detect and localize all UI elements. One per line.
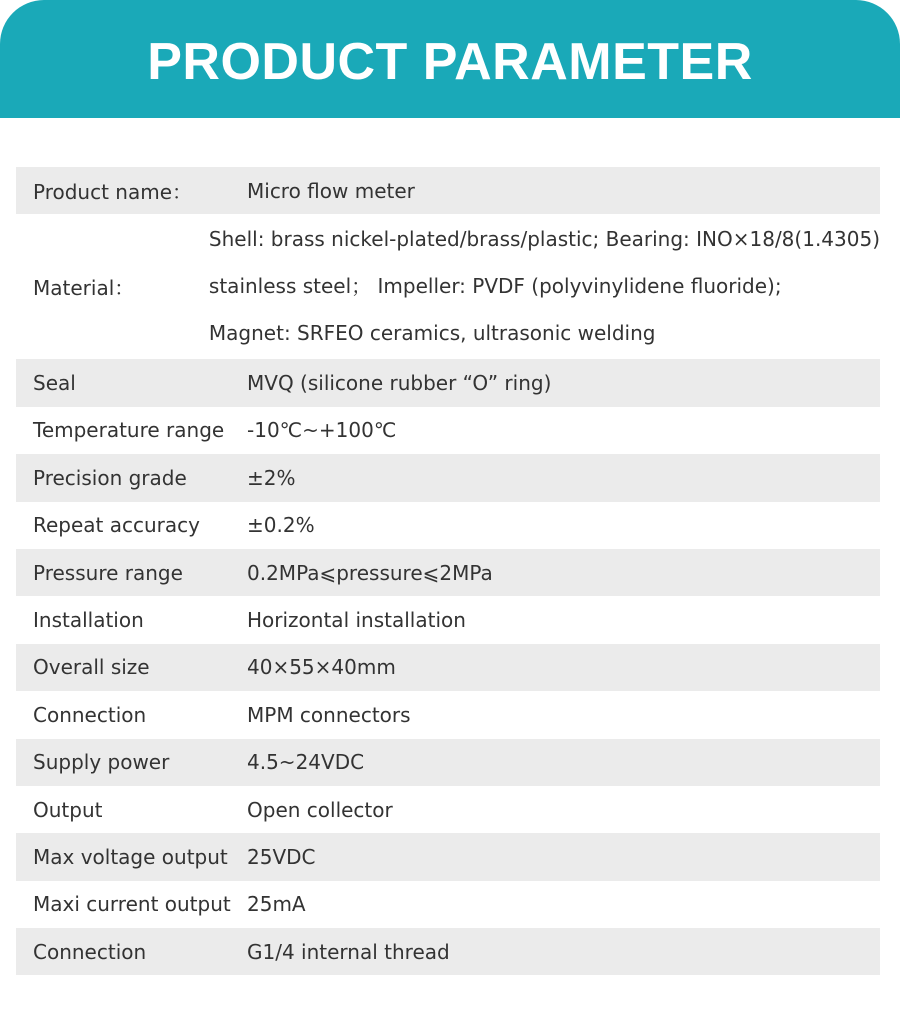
table-row <box>16 454 880 501</box>
row-label: Output <box>33 797 103 822</box>
table-row <box>16 167 880 214</box>
row-value: 40×55×40mm <box>247 655 396 680</box>
row-value: MVQ (silicone rubber “O” ring) <box>247 371 552 396</box>
header-banner <box>0 0 900 118</box>
table-row <box>16 833 880 880</box>
table-row <box>16 928 880 975</box>
row-label: Connection <box>33 702 147 727</box>
row-value: Open collector <box>247 797 393 822</box>
row-value: MPM connectors <box>247 702 411 727</box>
table-row <box>16 596 880 643</box>
table-row <box>16 407 880 454</box>
page-title: PRODUCT PARAMETER <box>147 33 753 91</box>
row-value: G1/4 internal thread <box>247 939 450 964</box>
table-row <box>16 359 880 406</box>
row-value: 25VDC <box>247 844 316 869</box>
row-label: Maxi current output <box>33 892 231 917</box>
row-label: Seal <box>33 371 76 396</box>
row-label: Installation <box>33 608 144 633</box>
row-label: Pressure range <box>33 560 183 585</box>
row-label: Overall size <box>33 655 150 680</box>
row-value: Micro flow meter <box>247 178 415 203</box>
row-label: Supply power <box>33 750 170 775</box>
value-line: Magnet: SRFEO ceramics, ultrasonic welding <box>208 321 656 346</box>
table-row <box>16 881 880 928</box>
row-label: Temperature range <box>33 418 225 443</box>
value-line: stainless steel； Impeller: PVDF (polyvinylidene fluoride); <box>208 274 782 299</box>
row-value: 0.2MPa⩽pressure⩽2MPa <box>247 560 493 585</box>
row-value: 25mA <box>247 892 306 917</box>
row-label: Max voltage output <box>33 844 228 869</box>
table-row <box>16 739 880 786</box>
parameter-table <box>16 167 880 975</box>
value-line: Shell: brass nickel-plated/brass/plastic; Bearing: INO×18/8(1.4305) <box>208 227 880 252</box>
row-value <box>209 216 880 357</box>
row-label: Material： <box>33 276 135 301</box>
row-label: Precision grade <box>33 465 187 490</box>
row-label: Product name： <box>33 180 193 205</box>
table-row <box>16 214 880 359</box>
row-label: Connection <box>33 939 147 964</box>
row-value: Horizontal installation <box>247 608 466 633</box>
table-row <box>16 502 880 549</box>
row-value: 4.5~24VDC <box>247 750 365 775</box>
table-row <box>16 691 880 738</box>
table-row <box>16 549 880 596</box>
row-value: ±2% <box>247 465 296 490</box>
table-row <box>16 644 880 691</box>
row-value: -10℃~+100℃ <box>247 418 397 443</box>
row-value: ±0.2% <box>247 513 315 538</box>
table-row <box>16 786 880 833</box>
row-label: Repeat accuracy <box>33 513 200 538</box>
